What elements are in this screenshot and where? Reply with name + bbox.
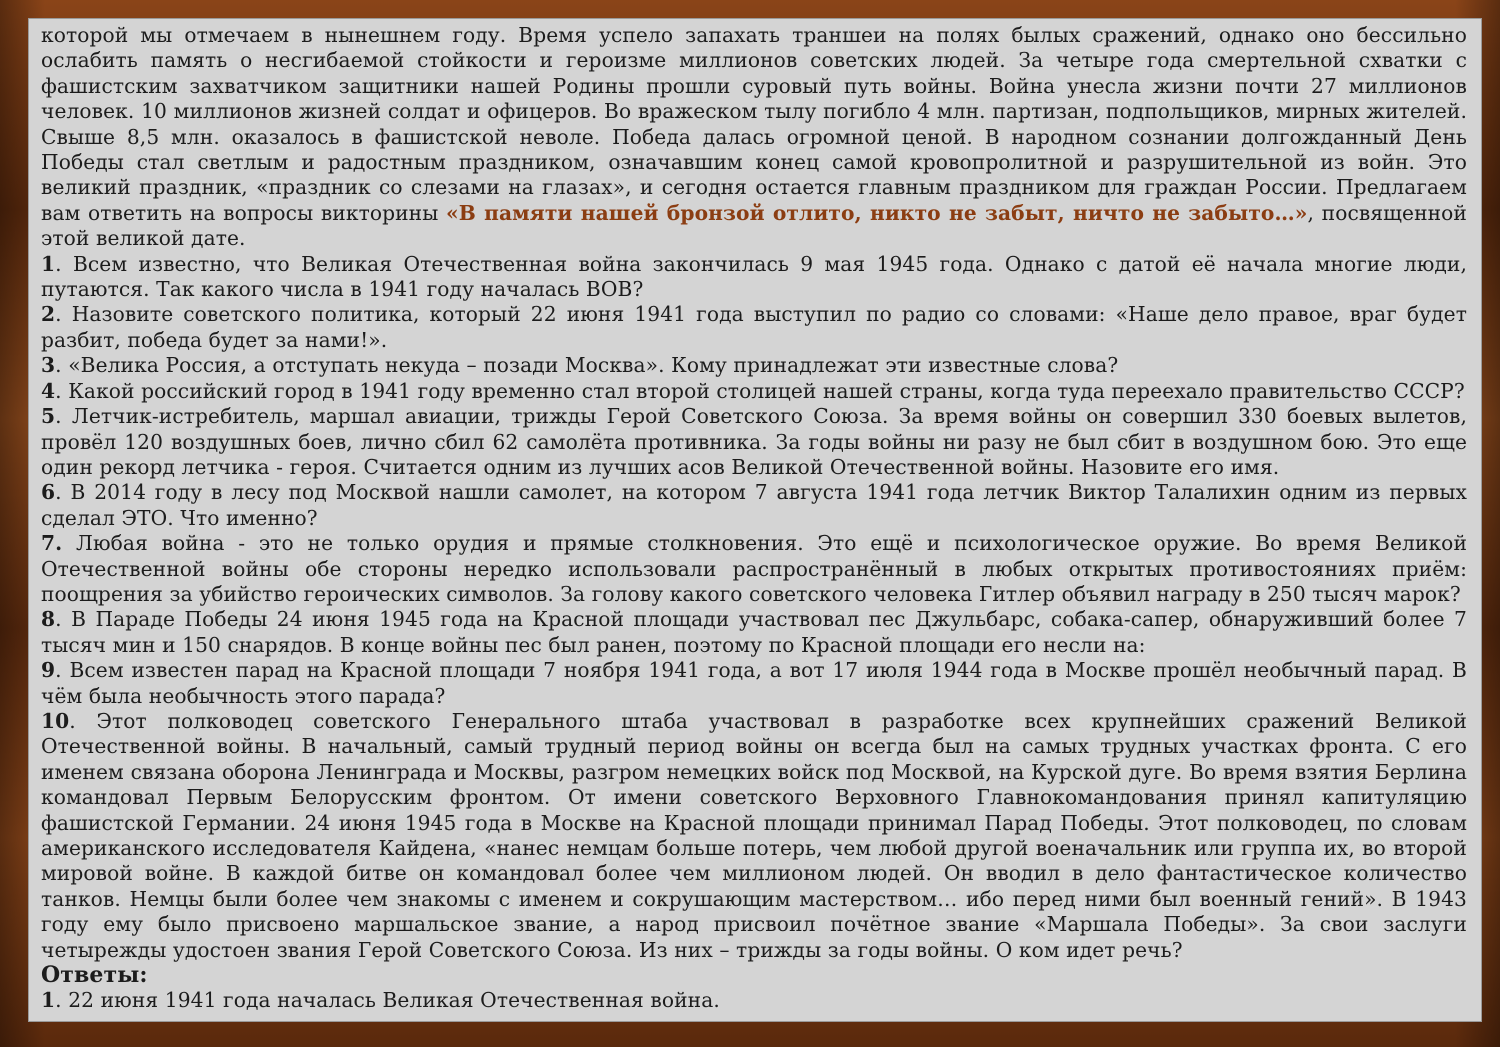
question-number: 10: [41, 708, 70, 733]
question-7: 7. Любая война - это не только орудия и прямые столкновения. Это ещё и психологическое оружие. Во время Великой Отечественной войны обе стороны нередко использовали распространённый в любых открытых противостояниях приём: поощрения за убийство героических символов. За голову какого советского человека Гитлер объявил награду в 250 тысяч марок?: [41, 531, 1467, 606]
question-number: 2: [41, 302, 56, 327]
question-2: 2. Назовите советского политика, который 22 июня 1941 года выступил по радио со словами: «Наше дело правое, враг будет разбит, победа будет за нами!».: [41, 302, 1467, 352]
intro-text: которой мы отмечаем в нынешнем году. Время успело запахать траншеи на полях былых сражений, однако оно бессильно ослабить память о несгибаемой стойкости и героизме миллионов советских людей. За четыре года смертельной схватки с фашистским захватчиком защитники нашей Родины прошли суровый путь войны. Война унесла жизни почти 27 миллионов человек. 10 миллионов жизней солдат и офицеров. Во вражеском тылу погибло 4 млн. партизан, подпольщиков, мирных жителей. Свыше 8,5 млн. оказалось в фашистской неволе. Победа далась огромной ценой. В народном сознании долгожданный День Победы стал светлым и радостным праздником, означавшим конец самой кровопролитной и разрушительной из войн. Это великий праздник, «праздник со слезами на глазах», и сегодня остается главным праздником для граждан России. Предлагаем вам ответить на вопросы викторины: [41, 23, 1467, 225]
question-text: Летчик-истребитель, маршал авиации, трижды Герой Советского Союза. За время войны он совершил 330 боевых вылетов, провёл 120 воздушных боев, лично сбил 62 самолёта противника. За годы войны ни разу не был сбит в воздушном бою. Это еще один рекорд летчика - героя. Считается одним из лучших асов Великой Отечественной войны. Назовите его имя.: [41, 404, 1467, 479]
quiz-title: «В памяти нашей бронзой отлито, никто не забыт, ничто не забыто…»: [446, 200, 1308, 225]
question-text: В Параде Победы 24 июня 1945 года на Красной площади участвовал пес Джульбарс, собака-сапер, обнаруживший более 7 тысяч мин и 150 снарядов. В конце войны пес был ранен, поэтому по Красной площади его несли на:: [41, 607, 1467, 657]
answer-1: 1. 22 июня 1941 года началась Великая Отечественная война.: [41, 988, 720, 1013]
question-text: Этот полководец советского Генерального штаба участвовал в разработке всех крупнейших сражений Великой Отечественной войны. В начальный, самый трудный период войны он всегда был на самых трудных участках фронта. С его именем связана оборона Ленинграда и Москвы, разгром немецких войск под Москвой, на Курской дуге. Во время взятия Берлина командовал Первым Белорусским фронтом. От имени советского Верховного Главнокомандования принял капитуляцию фашистской Германии. 24 июня 1945 года в Москве на Красной площади принимал Парад Победы. Этот полководец, по словам американского исследователя Кайдена, «нанес немцам больше потерь, чем любой другой военачальник или группа их, во второй мировой войне. В каждой битве он командовал более чем миллионом людей. Он вводил в дело фантастическое количество танков. Немцы были более чем знакомы с именем и сокрушающим мастерством… ибо перед ними был военный гений». В 1943 году ему было присвоено маршальское звание, а народ присвоил почётное звание «Маршала Победы». За свои заслуги четырежды удостоен звания Герой Советского Союза. Из них – трижды за годы войны. О ком идет речь?: [41, 708, 1467, 962]
answer-text: 22 июня 1941 года началась Великая Отечественная война.: [61, 988, 720, 1013]
question-number: 8: [41, 607, 56, 632]
intro-text-end: , посвященной этой великой дате.: [41, 200, 1467, 251]
question-1: 1. Всем известно, что Великая Отечественная война закончилась 9 мая 1945 года. Однако с датой её начала многие люди, путаются. Так какого числа в 1941 году началась ВОВ?: [41, 251, 1467, 302]
question-4: 4. Какой российский город в 1941 году временно стал второй столицей нашей страны, когда туда переехало правительство СССР?: [41, 378, 1465, 403]
question-3: 3. «Велика Россия, а отступать некуда – позади Москва». Кому принадлежат эти известные слова?: [41, 353, 1119, 378]
question-8: 8. В Параде Победы 24 июня 1945 года на Красной площади участвовал пес Джульбарс, собака-сапер, обнаруживший более 7 тысяч мин и 150 снарядов. В конце войны пес был ранен, поэтому по Красной площади его несли на:: [41, 607, 1467, 657]
question-9: 9. Всем известен парад на Красной площади 7 ноября 1941 года, а вот 17 июля 1944 года в Москве прошёл необычный парад. В чём была необычность этого парада?: [41, 658, 1467, 708]
answer-number: 1: [41, 988, 56, 1013]
document-page: [28, 18, 1482, 1022]
question-number: 1: [41, 251, 56, 276]
question-5: 5. Летчик-истребитель, маршал авиации, трижды Герой Советского Союза. За время войны он совершил 330 боевых вылетов, провёл 120 воздушных боев, лично сбил 62 самолёта противника. За годы войны ни разу не был сбит в воздушном бою. Это еще один рекорд летчика - героя. Считается одним из лучших асов Великой Отечественной войны. Назовите его имя.: [41, 404, 1467, 479]
question-10: 10. Этот полководец советского Генерального штаба участвовал в разработке всех крупнейших сражений Великой Отечественной войны. В начальный, самый трудный период войны он всегда был на самых трудных участках фронта. С его именем связана оборона Ленинграда и Москвы, разгром немецких войск под Москвой, на Курской дуге. Во время взятия Берлина командовал Первым Белорусским фронтом. От имени советского Верховного Главнокомандования принял капитуляцию фашистской Германии. 24 июня 1945 года в Москве на Красной площади принимал Парад Победы. Этот полководец, по словам американского исследователя Кайдена, «нанес немцам больше потерь, чем любой другой военачальник или группа их, во второй мировой войне. В каждой битве он командовал более чем миллионом людей. Он вводил в дело фантастическое количество танков. Немцы были более чем знакомы с именем и сокрушающим мастерством… ибо перед ними был военный гений». В 1943 году ему было присвоено маршальское звание, а народ присвоил почётное звание «Маршала Победы». За свои заслуги четырежды удостоен звания Герой Советского Союза. Из них – трижды за годы войны. О ком идет речь?: [41, 708, 1467, 962]
question-text: Всем известен парад на Красной площади 7 ноября 1941 года, а вот 17 июля 1944 года в Москве прошёл необычный парад. В чём была необычность этого парада?: [41, 658, 1467, 708]
question-number: 7: [41, 531, 56, 556]
question-text: Любая война - это не только орудия и прямые столкновения. Это ещё и психологическое оружие. Во время Великой Отечественной войны обе стороны нередко использовали распространённый в любых открытых противостояниях приём: поощрения за убийство героических символов. За голову какого советского человека Гитлер объявил награду в 250 тысяч марок?: [41, 531, 1467, 606]
question-text: Назовите советского политика, который 22 июня 1941 года выступил по радио со словами: «Наше дело правое, враг будет разбит, победа будет за нами!».: [41, 302, 1467, 352]
question-number: 6: [41, 480, 56, 505]
question-text: В 2014 году в лесу под Москвой нашли самолет, на котором 7 августа 1941 года летчик Виктор Талалихин одним из первых сделал ЭТО. Что именно?: [41, 480, 1467, 530]
question-number: 4: [41, 378, 56, 403]
question-number: 9: [41, 658, 56, 683]
question-number: 3: [41, 353, 56, 378]
question-text: Всем известно, что Великая Отечественная война закончилась 9 мая 1945 года. Однако с датой её начала многие люди, путаются. Так какого числа в 1941 году началась ВОВ?: [41, 251, 1467, 302]
question-number: 5: [41, 404, 56, 429]
intro-paragraph: [41, 23, 1467, 252]
answers-heading: Ответы:: [41, 962, 148, 989]
question-text: «Велика Россия, а отступать некуда – позади Москва». Кому принадлежат эти известные слова?: [61, 353, 1119, 378]
question-text: Какой российский город в 1941 году временно стал второй столицей нашей страны, когда туда переехало правительство СССР?: [61, 378, 1465, 403]
question-6: 6. В 2014 году в лесу под Москвой нашли самолет, на котором 7 августа 1941 года летчик Виктор Талалихин одним из первых сделал ЭТО. Что именно?: [41, 480, 1467, 530]
